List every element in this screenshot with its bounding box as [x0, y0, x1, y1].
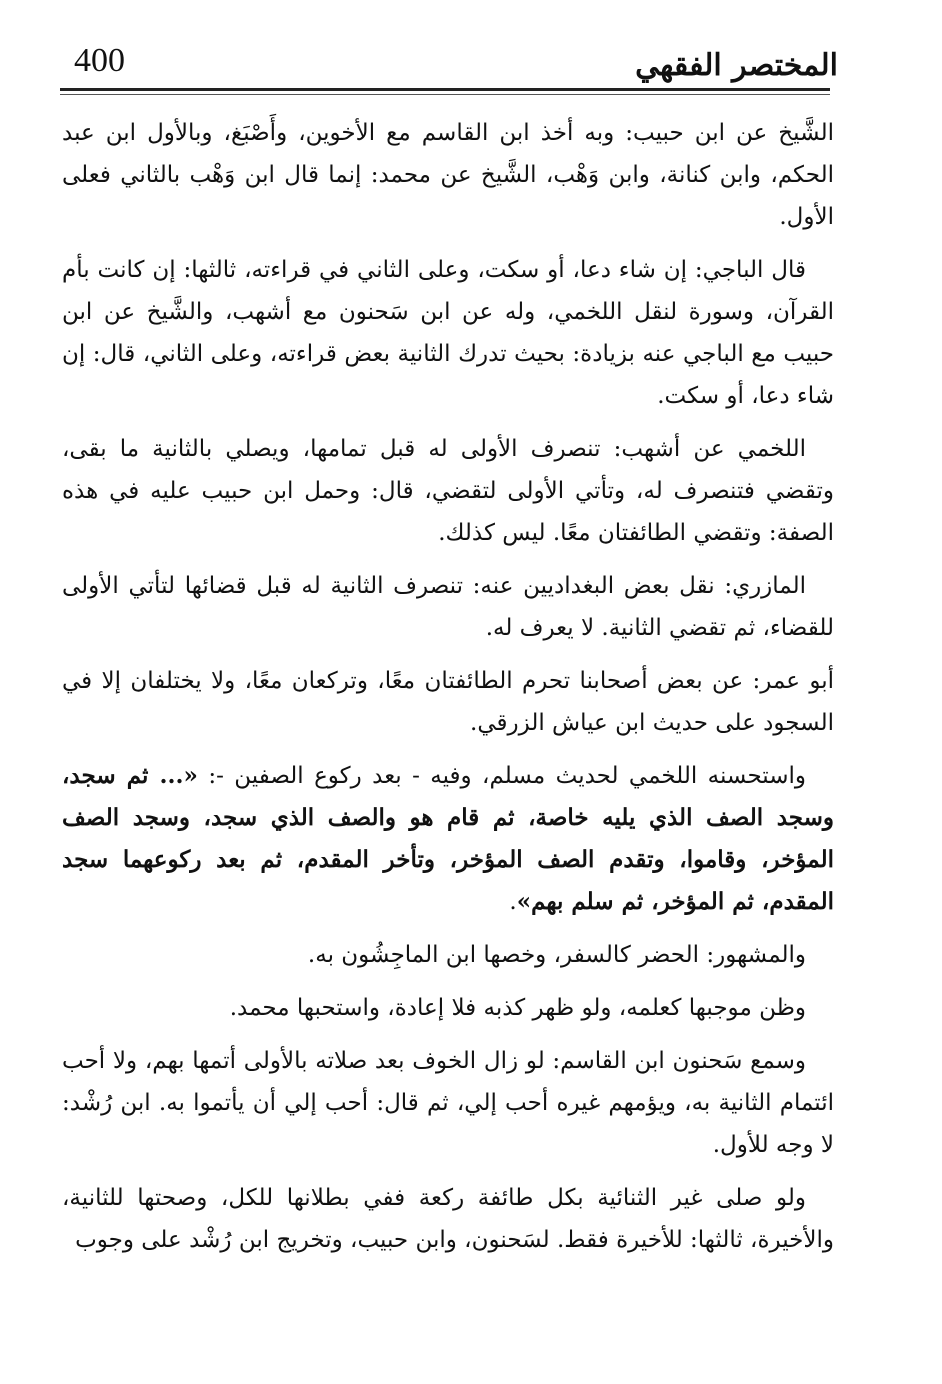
hadith-intro: واستحسنه اللخمي لحديث مسلم، وفيه - بعد ركوع الصفين -: — [197, 763, 807, 789]
page-header — [60, 38, 840, 88]
paragraph: وسمع سَحنون ابن القاسم: لو زال الخوف بعد صلاته بالأولى أتمها بهم، ولا أحب ائتمام الثانية به، ويؤمهم غيره أحب إلي، ثم قال: أحب إلي أن يأتموا به. ابن رُشْد: لا وجه للأول. — [62, 1048, 834, 1158]
hadith-paragraph — [62, 755, 834, 923]
header-rule-thin — [60, 94, 830, 95]
hadith-end: . — [509, 889, 517, 915]
paragraph: ولو صلى غير الثنائية بكل طائفة ركعة ففي بطلانها للكل، وصحتها للثانية، والأخيرة، ثالثها: للأخيرة فقط. لسَحنون، وابن حبيب، وتخريج ابن رُشْد على وجوب — [62, 1185, 834, 1253]
paragraph: والمشهور: الحضر كالسفر، وخصها ابن الماجِشُون به. — [307, 942, 806, 968]
paragraph: اللخمي عن أشهب: تنصرف الأولى له قبل تمامها، ويصلي بالثانية ما بقى، وتقضي فتنصرف له، وتأتي الأولى لتقضي، قال: وحمل ابن حبيب عليه في هذه الصفة: وتقضي الطائفتان معًا. ليس كذلك. — [62, 436, 834, 546]
hadith-quote: «... ثم سجد، وسجد الصف الذي يليه خاصة، ثم قام هو والصف الذي سجد، وسجد الصف المؤخر، وقاموا، وتقدم الصف المؤخر، وتأخر المقدم، ثم بعد ركوعهما سجد المقدم، ثم المؤخر، ثم سلم بهم» — [62, 762, 834, 915]
page-body — [62, 112, 834, 1272]
header-rule — [60, 88, 830, 91]
paragraph: الشَّيخ عن ابن حبيب: وبه أخذ ابن القاسم مع الأخوين، وأَصْبَغ، وبالأول ابن عبد الحكم، وابن كنانة، وابن وَهْب، الشَّيخ عن محمد: إنما قال ابن وَهْب بالثاني فعلى الأول. — [62, 120, 834, 230]
paragraph: قال الباجي: إن شاء دعا، أو سكت، وعلى الثاني في قراءته، ثالثها: إن كانت بأم القرآن، وسورة لنقل اللخمي، وله عن ابن سَحنون مع أشهب، والشَّيخ عن ابن حبيب مع الباجي عنه بزيادة: بحيث تدرك الثانية بعض قراءته، وعلى الثاني، قال: إن شاء دعا، أو سكت. — [62, 257, 834, 409]
paragraph: أبو عمر: عن بعض أصحابنا تحرم الطائفتان معًا، وتركعان معًا، ولا يختلفان إلا في السجود على حديث ابن عياش الزرقي. — [62, 668, 834, 736]
running-title: المختصر الفقهي — [635, 48, 838, 83]
paragraph: وظن موجبها كعلمه، ولو ظهر كذبه فلا إعادة، واستحبها محمد. — [229, 995, 806, 1021]
paragraph: المازري: نقل بعض البغداديين عنه: تنصرف الثانية له قبل قضائها لتأتي الأولى للقضاء، ثم تقضي الثانية. لا يعرف له. — [62, 573, 834, 641]
page-number: 400 — [74, 42, 125, 79]
